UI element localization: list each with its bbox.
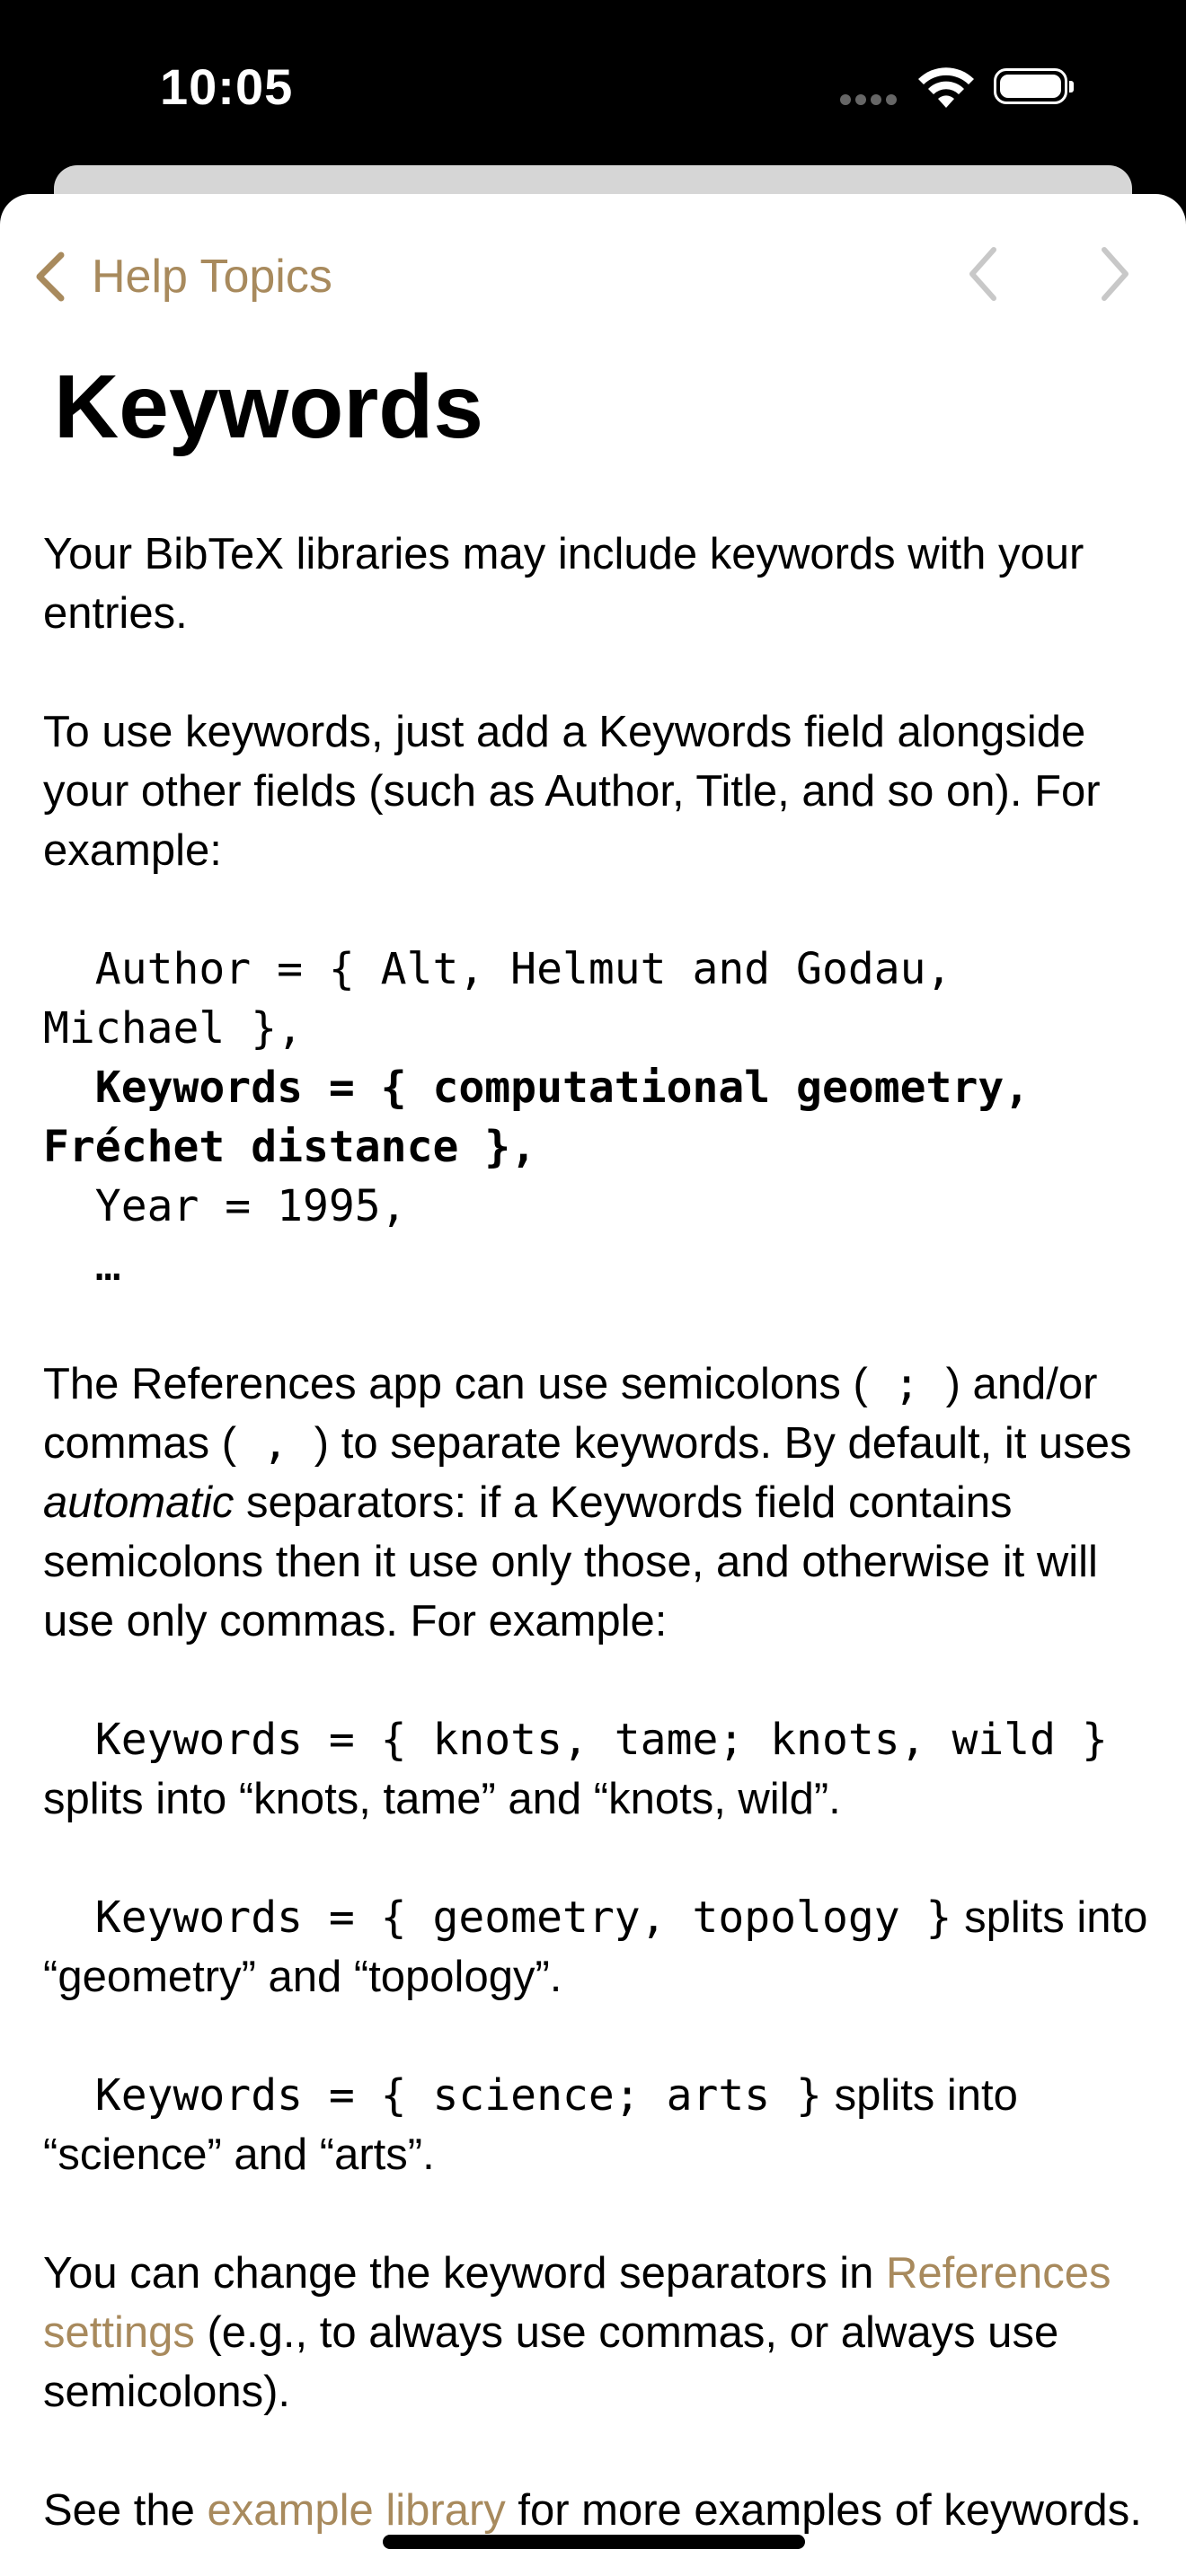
help-sheet[interactable] [0,194,1186,2576]
wifi-icon [916,65,976,110]
references-settings-link[interactable]: References settings [43,2249,1111,2357]
example-2-text: splits into “geometry” and “topology”. [43,1893,1160,2001]
previous-topic-button[interactable] [961,243,1006,305]
code-line-year: Year = 1995, [43,1181,407,1231]
status-time: 10:05 [160,58,294,115]
code-line-ellipsis: … [43,1240,121,1291]
usage-paragraph: To use keywords, just add a Keywords field alongside your other fields (such as Author, Title, and so on). For example: [43,708,1101,875]
example-library-link[interactable]: example library [207,2486,506,2535]
example-library-paragraph: See the example library for more examples of keywords. [43,2486,1142,2535]
example-3-text: splits into “science” and “arts”. [43,2071,1031,2179]
next-topic-button[interactable] [1092,243,1137,305]
settings-paragraph: You can change the keyword separators in References settings (e.g., to always use commas, or always use semicolons). [43,2249,1111,2416]
intro-paragraph: Your BibTeX libraries may include keywords with your entries. [43,530,1084,638]
example-3 [43,2066,1148,2184]
example-2 [43,1888,1160,2007]
status-bar [0,0,1186,171]
separators-paragraph: The References app can use semicolons ( ; ) and/or commas ( , ) to separate keywords. By default, it uses automatic separators: if a Keywords field contains semicolons then it use only those, and otherwise it will use only commas. For example: [43,1359,1132,1645]
back-button-label: Help Topics [92,251,332,303]
example-1-text: splits into “knots, tame” and “knots, wild”. [43,1716,1120,1823]
comma-code: , [236,1418,314,1469]
cellular-signal-icon [840,93,903,106]
example-1 [43,1710,1148,1829]
example-2-code: Keywords = { geometry, topology } [43,1892,952,1943]
code-line-keywords: Keywords = { computational geometry, Fréchet distance }, [43,1063,1057,1172]
back-button[interactable] [32,241,332,313]
code-line-author: Author = { Alt, Helmut and Godau, Michael }, [43,944,978,1054]
example-3-code: Keywords = { science; arts } [43,2070,822,2121]
home-indicator[interactable] [383,2535,805,2549]
navigation-bar [0,194,1186,338]
chevron-left-icon [32,250,68,304]
semicolon-code: ; [867,1359,946,1409]
help-content [43,525,1160,2576]
example-code-block [43,940,1148,1295]
page-title: Keywords [54,357,483,457]
battery-icon [994,68,1067,104]
automatic-emphasis: automatic [43,1478,235,1527]
example-1-code: Keywords = { knots, tame; knots, wild } [43,1715,1108,1765]
